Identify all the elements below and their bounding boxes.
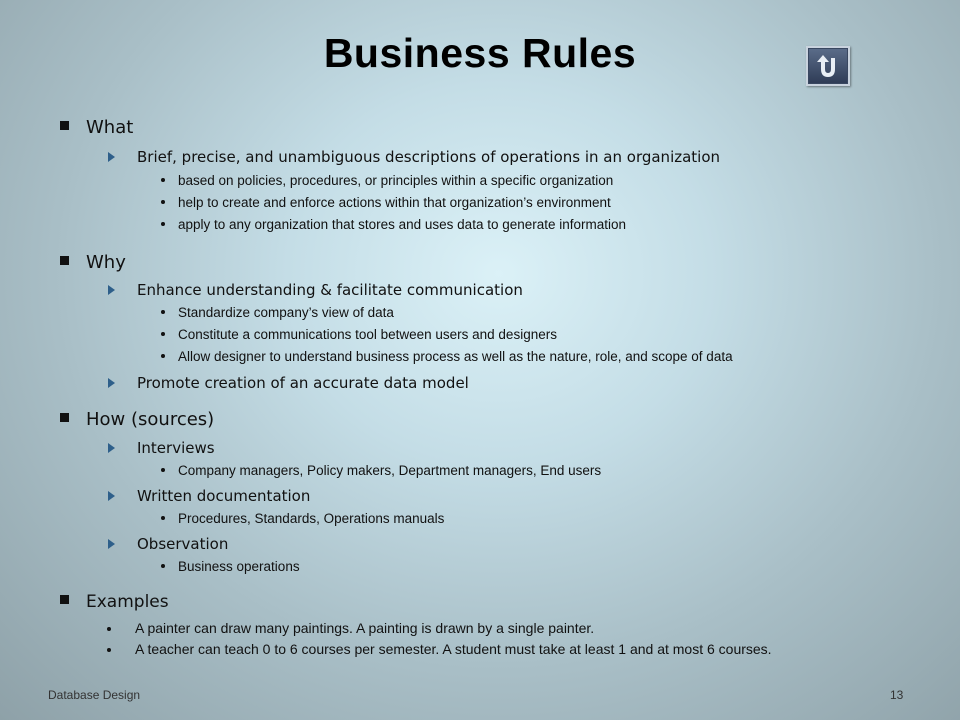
section-what — [60, 117, 133, 138]
arrow-bullet-icon — [108, 285, 115, 295]
dot-bullet-icon — [161, 310, 165, 314]
slide-title: Business Rules — [323, 30, 637, 76]
dot-bullet-icon — [161, 468, 165, 472]
sub-item: Written documentation — [108, 487, 310, 505]
arrow-bullet-icon — [108, 491, 115, 501]
bullet-item: Constitute a communications tool between users and designers — [161, 327, 557, 342]
bullet-item: based on policies, procedures, or principles within a specific organization — [161, 173, 613, 188]
dot-bullet-icon — [161, 332, 165, 336]
dot-bullet-icon — [161, 178, 165, 182]
dot-bullet-icon — [161, 222, 165, 226]
arrow-bullet-icon — [108, 443, 115, 453]
sub-item: Enhance understanding & facilitate communication — [108, 281, 523, 299]
bullet-item: Allow designer to understand business process as well as the nature, role, and scope of data — [161, 349, 733, 364]
bullet-item: Business operations — [161, 559, 300, 574]
sub-item: Brief, precise, and unambiguous descriptions of operations in an organization — [108, 148, 720, 166]
section-examples — [60, 592, 169, 612]
section-why — [60, 252, 126, 273]
square-bullet-icon — [60, 413, 69, 422]
page-number: 13 — [890, 688, 904, 702]
section-heading: Examples — [86, 592, 169, 612]
dot-bullet-icon — [107, 627, 111, 631]
sub-item: Observation — [108, 535, 228, 553]
dot-bullet-icon — [107, 648, 111, 652]
bullet-item: help to create and enforce actions within that organization’s environment — [161, 195, 611, 210]
example-item: A painter can draw many paintings. A painting is drawn by a single painter. — [107, 621, 867, 636]
bullet-item: Company managers, Policy makers, Department managers, End users — [161, 463, 601, 478]
example-item: A teacher can teach 0 to 6 courses per semester. A student must take at least 1 and at most 6 courses. — [107, 642, 867, 657]
section-heading: Why — [86, 252, 126, 273]
dot-bullet-icon — [161, 354, 165, 358]
sub-item: Interviews — [108, 439, 215, 457]
square-bullet-icon — [60, 595, 69, 604]
bullet-item: apply to any organization that stores and uses data to generate information — [161, 217, 626, 232]
arrow-bullet-icon — [108, 539, 115, 549]
sub-item: Promote creation of an accurate data model — [108, 374, 469, 392]
dot-bullet-icon — [161, 516, 165, 520]
bullet-item: Procedures, Standards, Operations manuals — [161, 511, 444, 526]
arrow-bullet-icon — [108, 152, 115, 162]
section-how — [60, 409, 214, 430]
bullet-item: Standardize company’s view of data — [161, 305, 394, 320]
footer-label: Database Design — [48, 688, 141, 702]
arrow-bullet-icon — [108, 378, 115, 388]
section-heading: What — [86, 117, 134, 138]
dot-bullet-icon — [161, 564, 165, 568]
square-bullet-icon — [60, 121, 69, 130]
square-bullet-icon — [60, 256, 69, 265]
dot-bullet-icon — [161, 200, 165, 204]
section-heading: How (sources) — [86, 409, 215, 430]
